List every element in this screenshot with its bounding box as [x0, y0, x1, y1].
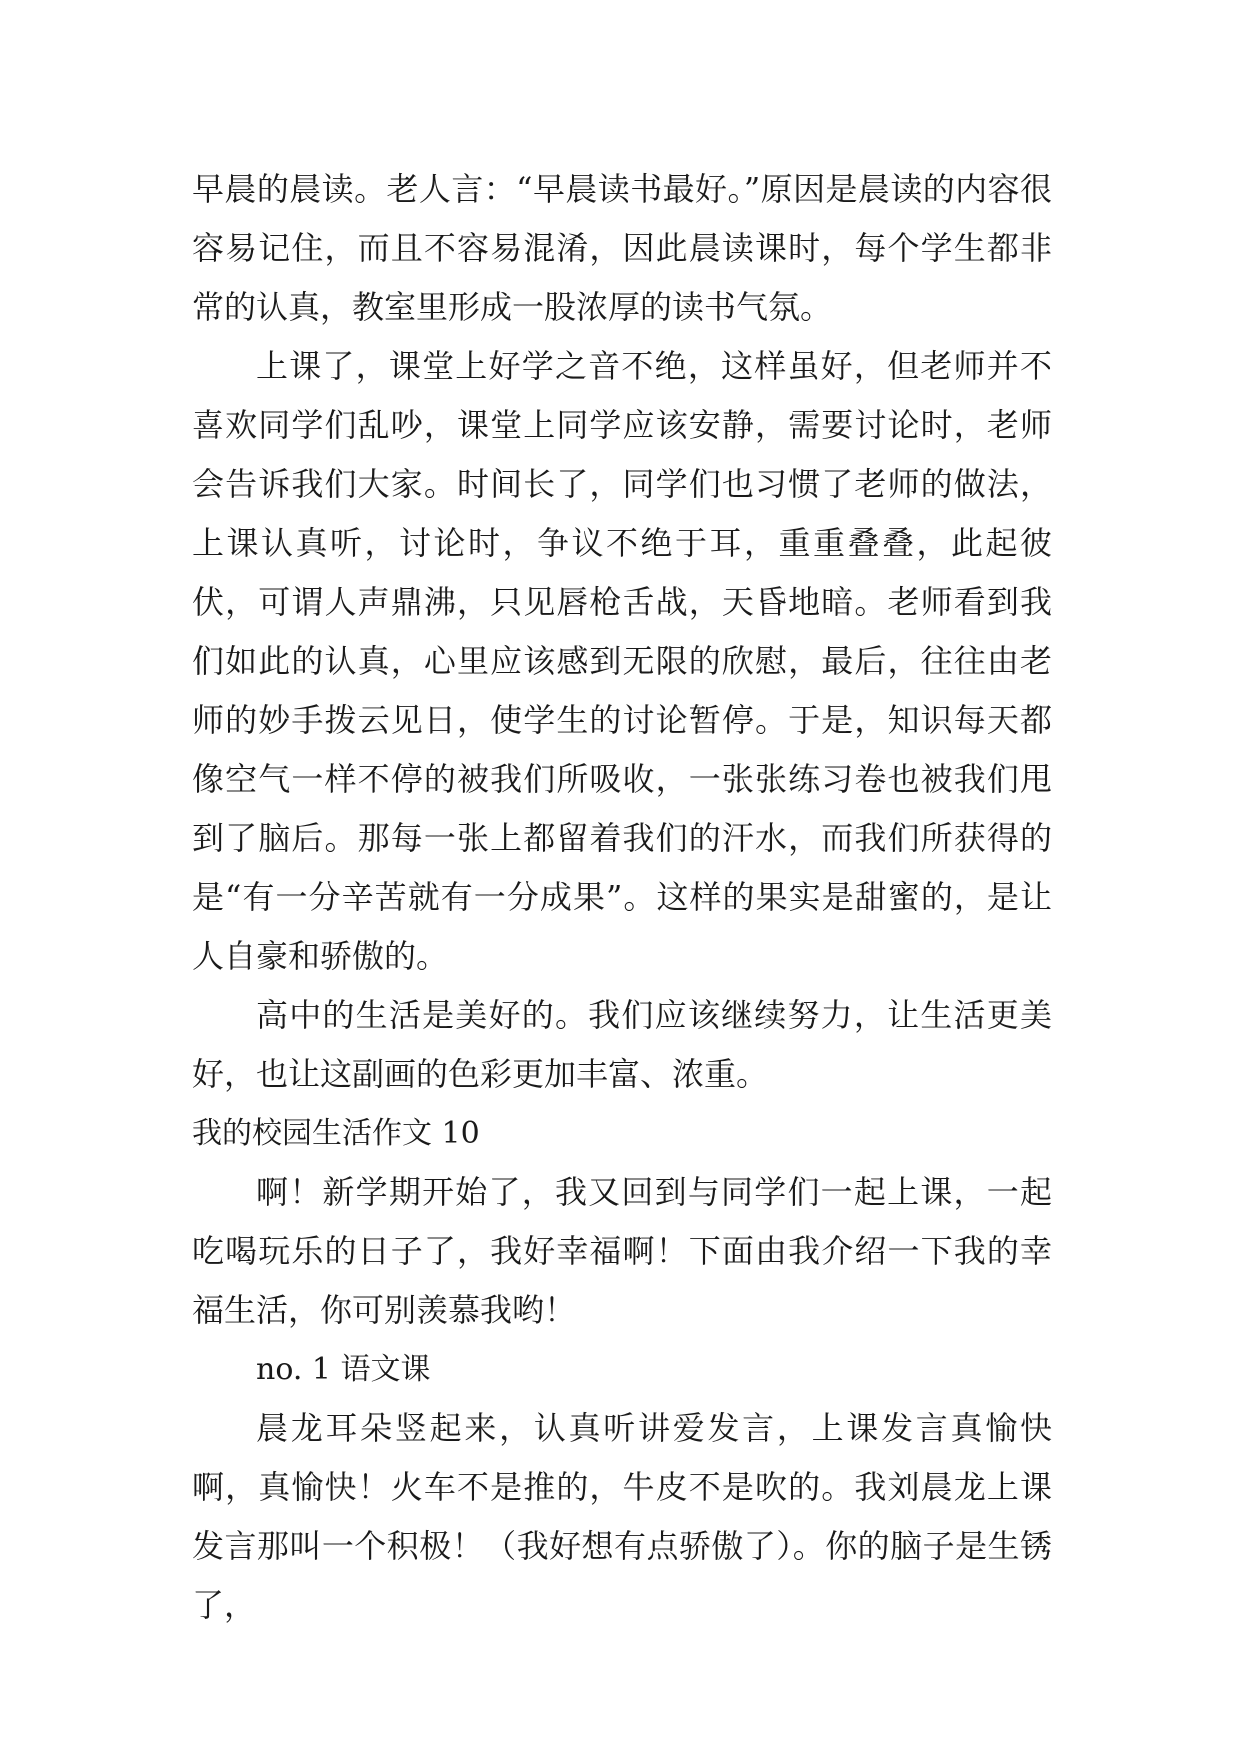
paragraph-chinese-class: 晨龙耳朵竖起来，认真听讲爱发言，上课发言真愉快啊，真愉快！火车不是推的，牛皮不是吹的。我刘晨龙上课发言那叫一个积极！（我好想有点骄傲了）。你的脑子是生锈了， [192, 1409, 1052, 1624]
paragraph-morning-reading: 早晨的晨读。老人言：“早晨读书最好。”原因是晨读的内容很容易记住，而且不容易混淆，因此晨读课时，每个学生都非常的认真，教室里形成一股浓厚的读书气氛。 [192, 170, 1052, 326]
section-heading-chinese-class: no. 1 语文课 [256, 1352, 431, 1387]
paragraph-high-school-life: 高中的生活是美好的。我们应该继续努力，让生活更美好，也让这副画的色彩更加丰富、浓重。 [192, 996, 1052, 1093]
paragraph-class-discussion: 上课了，课堂上好学之音不绝，这样虽好，但老师并不喜欢同学们乱吵，课堂上同学应该安静，需要讨论时，老师会告诉我们大家。时间长了，同学们也习惯了老师的做法，上课认真听，讨论时，争议不绝于耳，重重叠叠，此起彼伏，可谓人声鼎沸，只见唇枪舌战，天昏地暗。老师看到我们如此的认真，心里应该感到无限的欣慰，最后，往往由老师的妙手拨云见日，使学生的讨论暂停。于是，知识每天都像空气一样不停的被我们所吸收，一张张练习卷也被我们甩到了脑后。那每一张上都留着我们的汗水，而我们所获得的是“有一分辛苦就有一分成果”。这样的果实是甜蜜的，是让人自豪和骄傲的。 [192, 347, 1052, 975]
essay-title: 我的校园生活作文 10 [192, 1116, 480, 1151]
document-body [192, 160, 1052, 1635]
paragraph-new-semester: 啊！新学期开始了，我又回到与同学们一起上课，一起吃喝玩乐的日子了，我好幸福啊！下面由我介绍一下我的幸福生活，你可别羡慕我哟！ [192, 1173, 1052, 1329]
